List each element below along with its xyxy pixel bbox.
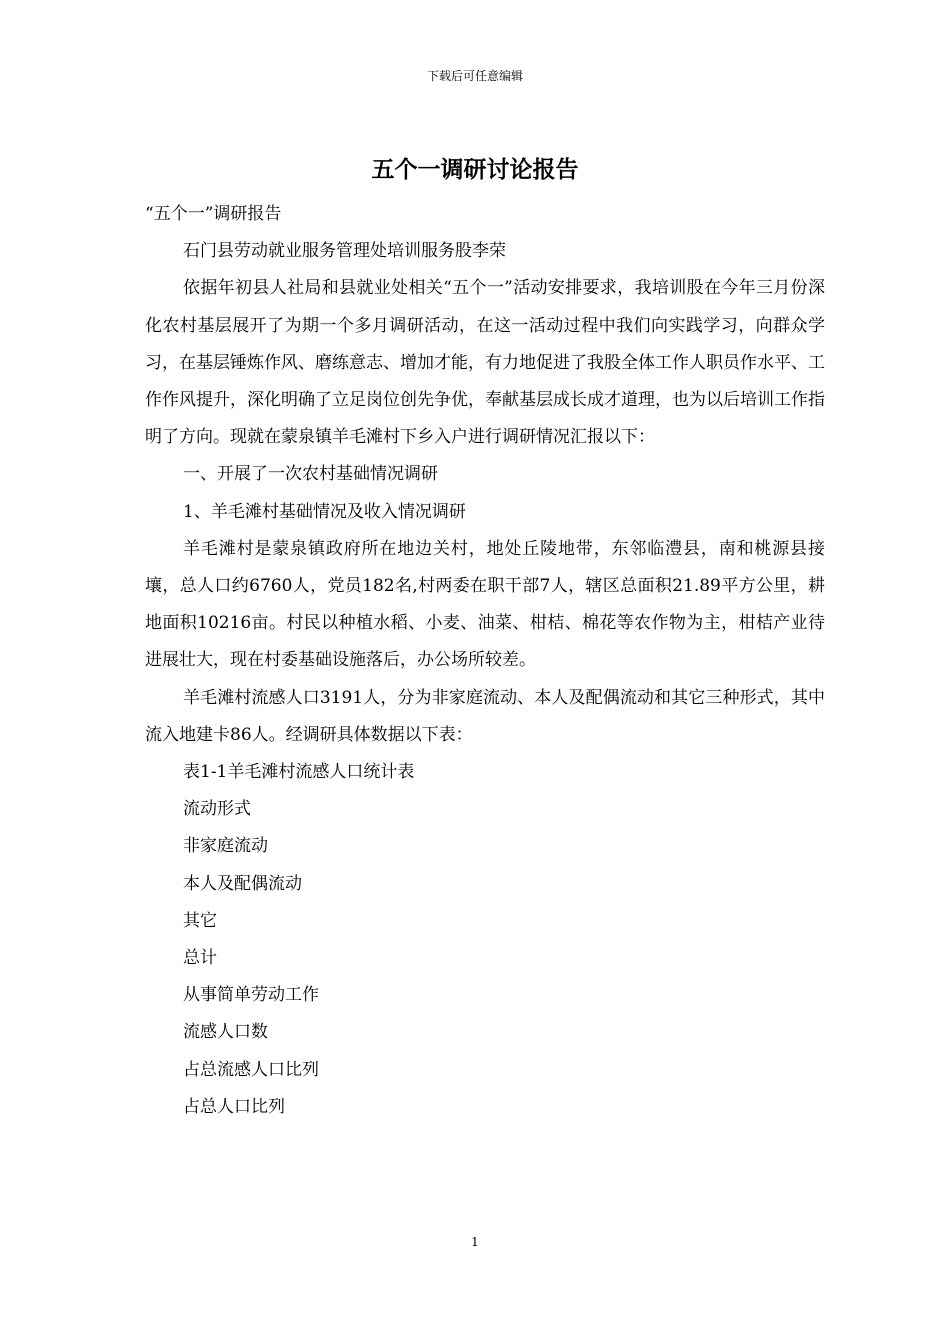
table-item: 非家庭流动 — [183, 836, 268, 857]
table-item: 占总流感人口比列 — [183, 1059, 319, 1080]
header-note: 下载后可任意编辑 — [426, 69, 523, 83]
village-overview-paragraph: 羊毛滩村是蒙泉镇政府所在地边关村，地处丘陵地带，东邻临澧县，南和桃源县接壤，总人口约6760人，党员182名,村两委在职干部7人，辖区总面积21.89平方公里，耕地面积10216亩。村民以种植水稻、小麦、油菜、柑桔、棉花等农作物为主，柑桔产业待进展壮大，现在村委基础设施落后，办公场所较差。 — [145, 538, 825, 671]
table-item: 从事简单劳动工作 — [183, 985, 319, 1006]
table-item: 本人及配偶流动 — [183, 873, 302, 894]
document-body — [145, 196, 825, 1126]
intro-paragraph: 依据年初县人社局和县就业处相关“五个一”活动安排要求，我培训股在今年三月份深化农村基层展开了为期一个多月调研活动，在这一活动过程中我们向实践学习，向群众学习，在基层锤炼作风、磨练意志、增加才能，有力地促进了我股全体工作人职员作水平、工作作风提升，深化明确了立足岗位创先争优，奉献基层成长成才道理，也为以后培训工作指明了方向。现就在蒙泉镇羊毛滩村下乡入户进行调研情况汇报以下： — [145, 278, 825, 448]
section-heading: 一、开展了一次农村基础情况调研 — [183, 464, 438, 485]
page-number: 1 — [471, 1235, 479, 1249]
subtitle: “五个一”调研报告 — [145, 204, 282, 224]
table-item: 其它 — [183, 910, 217, 931]
document-title: 五个一调研讨论报告 — [371, 156, 579, 183]
table-item: 流感人口数 — [183, 1022, 268, 1043]
floating-population-paragraph: 羊毛滩村流感人口3191人，分为非家庭流动、本人及配偶流动和其它三种形式，其中流入地建卡86人。经调研具体数据以下表： — [145, 687, 825, 745]
author-line: 石门县劳动就业服务管理处培训服务股李荣 — [183, 241, 506, 262]
table-caption: 表1-1羊毛滩村流感人口统计表 — [183, 762, 415, 783]
table-item: 流动形式 — [183, 799, 251, 820]
table-item: 占总人口比列 — [183, 1096, 285, 1117]
table-item: 总计 — [183, 948, 217, 969]
subsection-heading: 1、羊毛滩村基础情况及收入情况调研 — [183, 501, 466, 522]
